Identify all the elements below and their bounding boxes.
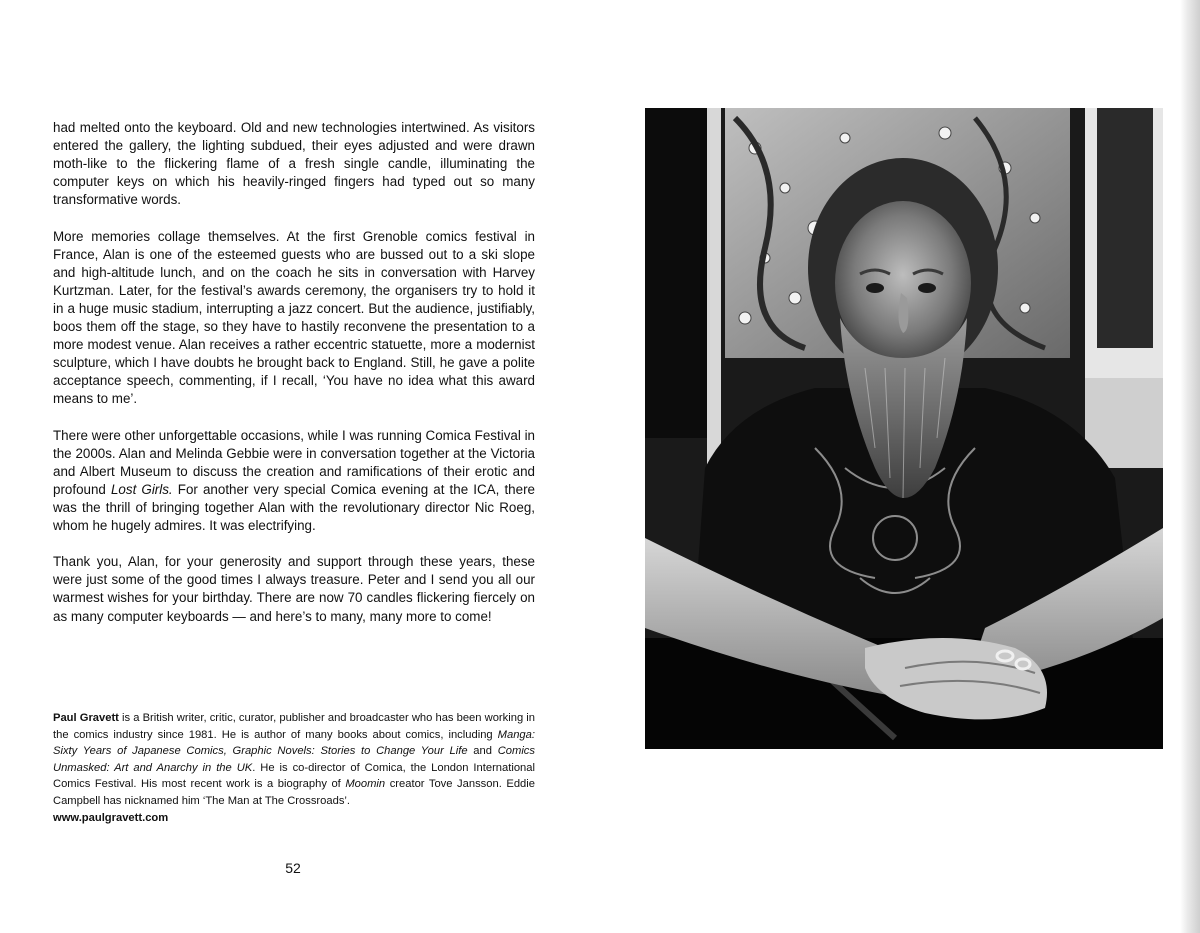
page-number: 52	[285, 860, 301, 876]
author-name: Paul Gravett	[53, 712, 119, 724]
author-website: www.paulgravett.com	[53, 811, 169, 824]
paragraph-4: Thank you, Alan, for your generosity and support through these years, these were just some of the good times I always treasure. Peter and I send you all our warmest wishes for your birthday. There are now 70 candles flickering fiercely on as many computer keyboards — and here’s to many, many more to come!	[53, 554, 535, 624]
author-bio	[53, 710, 535, 826]
essay-text	[53, 119, 535, 644]
bio-text-d: creator Tove Jansson. Eddie Campbell has nicknamed him ‘The Man at The Crossroads’.	[53, 778, 535, 807]
bio-book-3: Moomin	[345, 778, 386, 791]
paragraph-2: More memories collage themselves. At the first Grenoble comics festival in France, Alan is one of the esteemed guests who are bussed out to a ski slope and high-altitude lunch, and on the coach he sits in conversation with Harvey Kurtzman. Later, for the festival’s awards ceremony, the organisers try to hold it in a huge music stadium, interrupting a jazz concert. But the audience, justifiably, boos them off the stage, so they have to hastily reconvene the presentation to a more modest venue. Alan receives a rather eccentric statuette, more a modernist sculpture, which I have doubts he brought back to England. Still, he gave a polite acceptance speech, commenting, if I recall, ‘You have no idea what this award means to me’.	[53, 228, 535, 407]
paragraph-3	[53, 427, 535, 536]
bio-text-b: and	[467, 745, 498, 758]
bio-text-c: . He is co-director of Comica, the London International Comics Festival. His most recent work is a biography of	[53, 761, 535, 791]
paragraph-3-text-b: For another very special Comica evening at the ICA, there was the thrill of bringing together Alan with the revolutionary director Nic Roeg, whom he hugely admires. It was electrifying.	[53, 481, 535, 534]
page-gutter	[1180, 0, 1200, 933]
bio-book-2: Comics Unmasked: Art and Anarchy in the UK	[53, 745, 535, 774]
bio-text-a: is a British writer, critic, curator, publisher and broadcaster who has been working in the comics industry since 1981. He is author of many books about comics, including	[53, 712, 535, 741]
portrait-photo	[645, 108, 1163, 749]
portrait-illustration	[645, 108, 1163, 749]
book-title-lost-girls: Lost Girls.	[110, 481, 173, 497]
bio-book-1: Manga: Sixty Years of Japanese Comics, Graphic Novels: Stories to Change Your Life	[53, 728, 535, 758]
paragraph-1: had melted onto the keyboard. Old and new technologies intertwined. As visitors entered the gallery, the lighting subdued, their eyes adjusted and were drawn moth-like to the flickering flame of a fresh single candle, illuminating the computer keys on which his heavily-ringed fingers had typed out so many transformative words.	[53, 120, 535, 208]
bio-text	[53, 710, 535, 810]
paragraph-3-text-a: There were other unforgettable occasions, while I was running Comica Festival in the 2000s. Alan and Melinda Gebbie were in conversation together at the Victoria and Albert Museum to discuss the creation and ramifications of their erotic and profound	[53, 427, 535, 497]
